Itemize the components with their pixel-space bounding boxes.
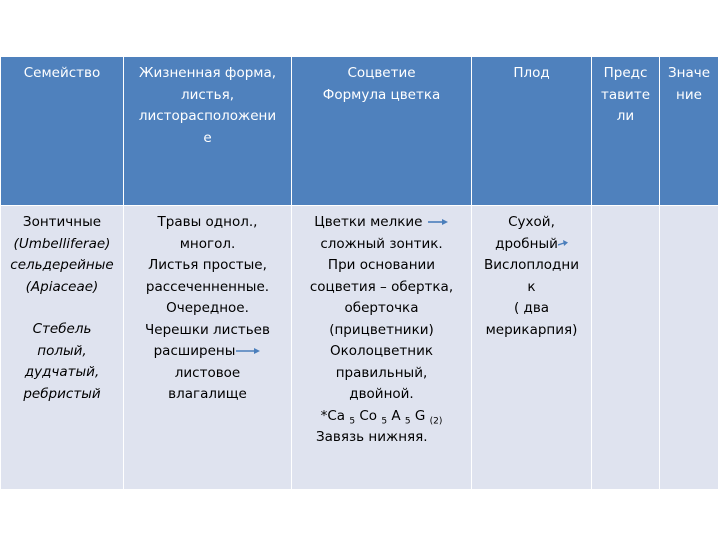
stem-line: Стебель [32, 321, 92, 337]
life-form-line: влагалище [168, 386, 247, 402]
ovary-line: Завязь нижняя. [316, 429, 428, 445]
flower-formula [294, 406, 469, 428]
formula-androecium-count: 5 [404, 416, 411, 427]
header-line: Значе [667, 65, 711, 81]
header-row [1, 57, 719, 206]
family-name: Зонтичные [22, 214, 102, 230]
formula-calyx-count: 5 [349, 416, 356, 427]
formula-androecium: A [387, 407, 405, 424]
representatives-cell [592, 206, 660, 490]
fruit-arrow-text: дробный [495, 235, 558, 252]
formula-corolla: Co [355, 407, 382, 424]
header-line: Соцветие [347, 65, 416, 81]
family-latin-line: сельдерейные [10, 257, 114, 273]
header-line: ние [676, 86, 702, 103]
life-form-line: Очередное. [166, 300, 249, 316]
header-line: Жизненная форма, [138, 65, 277, 81]
inflorescence-line: При основании [327, 257, 436, 273]
family-cell [1, 206, 124, 490]
formula-gynoecium: G [410, 407, 430, 424]
inflorescence-line: (прицветники) [329, 321, 434, 338]
header-line: тавите [600, 86, 651, 103]
life-form-line [126, 341, 289, 363]
life-form-line: рассеченненные. [145, 278, 270, 295]
formula-gynoecium-count: (2) [429, 416, 443, 427]
inflorescence-line: оберточка [344, 300, 419, 316]
arrow-right-icon [235, 346, 261, 356]
inflorescence-cell [292, 206, 472, 490]
family-latin-line: (Umbelliferae) [13, 235, 111, 252]
header-line: Формула цветка [322, 86, 441, 103]
stem-line: полый, [37, 342, 87, 359]
header-line: Плод [513, 65, 550, 81]
life-form-line: Травы однол., [157, 214, 258, 230]
header-line: ли [616, 108, 635, 124]
header-significance [660, 57, 719, 206]
header-line: листья, [180, 86, 235, 103]
life-form-cell [124, 206, 292, 490]
header-life-form [124, 57, 292, 206]
fruit-line: Вислоплодни [484, 257, 579, 273]
families-table [0, 56, 719, 490]
formula-calyx: *Ca [320, 407, 350, 424]
inflorescence-line: двойной. [349, 386, 414, 402]
arrow-right-icon [558, 239, 568, 249]
life-form-arrow-text: расширены [153, 343, 236, 359]
family-latin-line: (Apiaceae) [25, 278, 99, 295]
life-form-line: многол. [179, 235, 236, 252]
fruit-line: ( два [513, 300, 550, 316]
fruit-cell [472, 206, 592, 490]
header-inflorescence [292, 57, 472, 206]
inflorescence-line: Околоцветник [330, 343, 433, 359]
header-representatives [592, 57, 660, 206]
arrow-right-icon [427, 217, 449, 227]
life-form-line: Черешки листьев [145, 321, 270, 338]
inflorescence-first-line: Цветки мелкие [314, 214, 423, 230]
stem-line: дудчатый, [24, 364, 100, 380]
inflorescence-line: соцветия – обертка, [309, 278, 454, 295]
family-row [1, 206, 719, 490]
inflorescence-line: правильный, [335, 364, 428, 381]
inflorescence-line: сложный зонтик. [320, 235, 443, 252]
significance-cell [660, 206, 719, 490]
header-line: Предс [603, 65, 648, 81]
header-line: Семейство [23, 65, 101, 81]
header-line: е [203, 129, 212, 146]
life-form-line: листовое [174, 364, 241, 381]
fruit-line: Сухой, [508, 214, 555, 230]
life-form-line: Листья простые, [148, 257, 267, 273]
stem-line: ребристый [23, 385, 101, 402]
header-fruit [472, 57, 592, 206]
fruit-line: мерикарпия) [485, 321, 578, 338]
spacer [3, 298, 121, 319]
fruit-line [474, 234, 589, 256]
header-family [1, 57, 124, 206]
header-line: листорасположени [138, 108, 277, 124]
formula-corolla-count: 5 [381, 416, 388, 427]
fruit-line: к [527, 278, 536, 295]
inflorescence-line [294, 212, 469, 234]
